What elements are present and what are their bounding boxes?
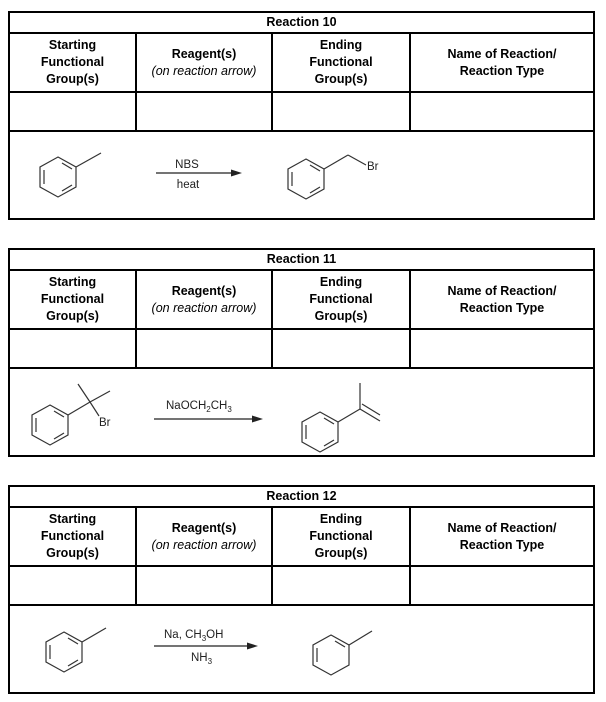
header-starting: Starting Functional Group(s) [10, 508, 137, 565]
reaction-scheme [10, 606, 593, 692]
bromine-label: Br [99, 417, 111, 429]
reaction-scheme-drawing [10, 369, 593, 455]
answer-reagent-cell[interactable] [137, 93, 273, 130]
header-ending: Ending Functional Group(s) [273, 271, 411, 328]
header-row [10, 34, 593, 93]
reaction-10-table [8, 11, 595, 220]
reaction-title: Reaction 12 [10, 487, 593, 508]
header-name: Name of Reaction/ Reaction Type [447, 46, 557, 78]
header-ending: Ending Functional Group(s) [273, 34, 411, 91]
header-reagent: Reagent(s) (on reaction arrow) [137, 271, 273, 328]
diene-product-structure [313, 631, 372, 675]
reaction-12-table [8, 485, 595, 694]
alkene-product-structure [302, 383, 380, 452]
bromine-label: Br [367, 161, 379, 173]
header-reagent: Reagent(s) (on reaction arrow) [137, 508, 273, 565]
header-ending: Ending Functional Group(s) [273, 508, 411, 565]
reaction-scheme-drawing [10, 606, 593, 692]
answer-name-cell[interactable] [411, 567, 593, 604]
header-starting: Starting Functional Group(s) [10, 34, 137, 91]
header-name: Name of Reaction/ Reaction Type [447, 520, 557, 552]
reagent-above: NBS [175, 159, 199, 171]
reagent-below: heat [176, 179, 200, 191]
reaction-scheme [10, 369, 593, 455]
header-row [10, 508, 593, 567]
reaction-title: Reaction 11 [10, 250, 593, 271]
answer-row [10, 93, 593, 132]
answer-ending-cell[interactable] [273, 93, 411, 130]
reaction-scheme [10, 132, 593, 218]
reaction-title: Reaction 10 [10, 13, 593, 34]
reaction-11-table [8, 248, 595, 457]
answer-row [10, 330, 593, 369]
toluene-structure [46, 628, 106, 672]
answer-starting-cell[interactable] [10, 93, 137, 130]
reagent-above: Na, $CH_3OH$ [164, 629, 224, 643]
header-starting: Starting Functional Group(s) [10, 271, 137, 328]
reagent-above: $NaOCH_2CH_3$ [166, 400, 232, 414]
answer-reagent-cell[interactable] [137, 567, 273, 604]
benzyl-bromide-structure [288, 155, 366, 199]
answer-name-cell[interactable] [411, 330, 593, 367]
answer-ending-cell[interactable] [273, 330, 411, 367]
answer-starting-cell[interactable] [10, 567, 137, 604]
answer-row [10, 567, 593, 606]
header-name: Name of Reaction/ Reaction Type [447, 283, 557, 315]
header-reagent: Reagent(s) (on reaction arrow) [137, 34, 273, 91]
header-row [10, 271, 593, 330]
tert-bromide-structure [32, 384, 110, 445]
answer-name-cell[interactable] [411, 93, 593, 130]
reagent-below: $NH_3$ [191, 652, 213, 666]
answer-ending-cell[interactable] [273, 567, 411, 604]
toluene-structure [40, 153, 101, 197]
answer-starting-cell[interactable] [10, 330, 137, 367]
answer-reagent-cell[interactable] [137, 330, 273, 367]
reaction-scheme-drawing [10, 132, 593, 218]
